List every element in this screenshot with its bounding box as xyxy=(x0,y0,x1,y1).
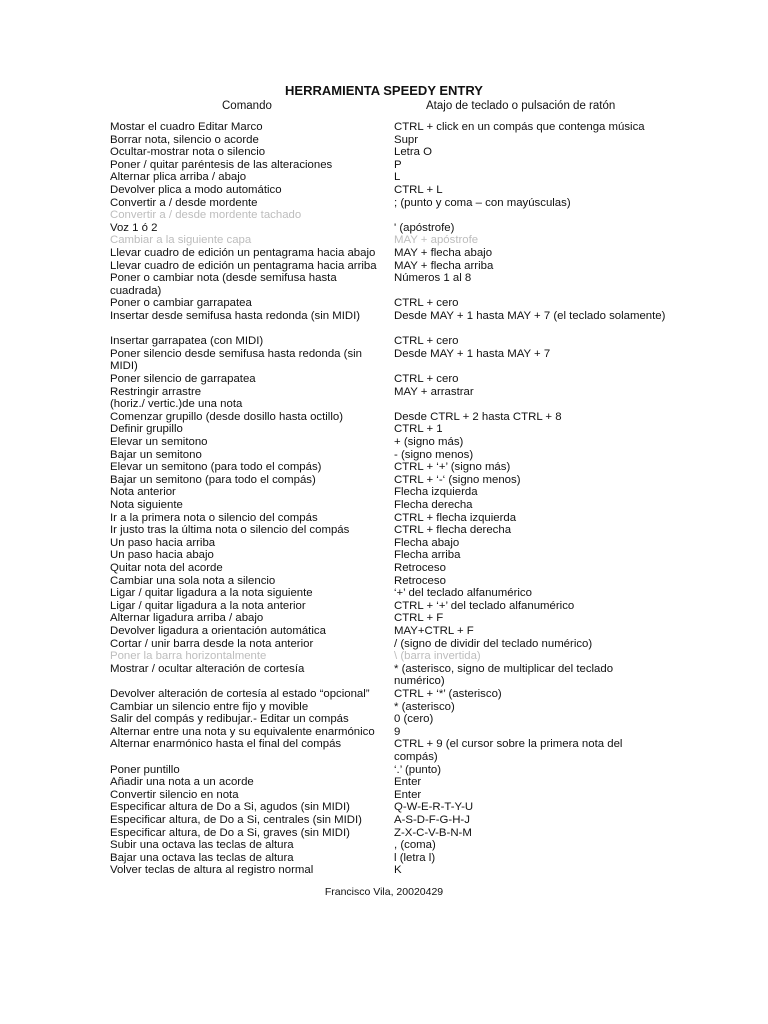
shortcut-cell: K xyxy=(394,864,402,877)
shortcut-cell: Enter xyxy=(394,776,422,789)
command-cell: Poner silencio de garrapatea xyxy=(110,373,256,385)
shortcut-cell: A-S-D-F-G-H-J xyxy=(394,814,470,826)
shortcut-cell: MAY+CTRL + F xyxy=(394,625,474,637)
shortcut-cell: ' (apóstrofe) xyxy=(394,221,455,234)
shortcut-cell: ‘.’ (punto) xyxy=(394,763,442,776)
column-header-shortcut: Atajo de teclado o pulsación de ratón xyxy=(426,100,616,112)
shortcut-cell: CTRL + ‘-‘ (signo menos) xyxy=(394,473,521,486)
command-cell: Alternar enarmónico hasta el final del compás xyxy=(110,738,342,751)
command-cell: Devolver alteración de cortesía al estado “opcional” xyxy=(110,688,370,700)
command-cell: Nota siguiente xyxy=(110,499,183,511)
command-cell: Elevar un semitono (para todo el compás) xyxy=(110,461,322,474)
command-cell: Añadir una nota a un acorde xyxy=(110,776,254,789)
shortcut-cell: CTRL + L xyxy=(394,184,443,196)
command-cell: Poner puntillo xyxy=(110,763,180,776)
command-cell: Ligar / quitar ligadura a la nota anterior xyxy=(110,599,306,612)
command-cell: Ligar / quitar ligadura a la nota siguiente xyxy=(110,587,313,600)
shortcut-cell: ‘+’ del teclado alfanumérico xyxy=(394,587,532,600)
shortcut-cell: + (signo más) xyxy=(394,436,464,448)
command-cell: Especificar altura, de Do a Si, centrales (sin MIDI) xyxy=(110,814,362,826)
command-cell: Ocultar-mostrar nota o silencio xyxy=(110,146,266,159)
command-cell: Llevar cuadro de edición un pentagrama hacia abajo xyxy=(110,247,376,259)
shortcut-cell: CTRL + ‘+’ del teclado alfanumérico xyxy=(394,599,575,612)
command-cell: Ir a la primera nota o silencio del compás xyxy=(110,511,318,524)
command-cell: Cambiar una sola nota a silencio xyxy=(110,574,276,587)
shortcut-cell: CTRL + 9 (el cursor sobre la primera nota del compás) xyxy=(394,738,623,763)
command-cell: Alternar plica arriba / abajo xyxy=(110,171,247,184)
shortcut-cell: Flecha derecha xyxy=(394,499,473,511)
shortcut-cell: Enter xyxy=(394,788,422,801)
command-cell: Poner o cambiar garrapatea xyxy=(110,297,252,310)
command-cell: Voz 1 ó 2 xyxy=(110,221,158,234)
shortcut-cell: \ (barra invertida) xyxy=(394,650,481,663)
shortcut-cell: l (letra l) xyxy=(394,851,436,864)
command-cell: Bajar una octava las teclas de altura xyxy=(110,851,294,864)
shortcut-cell: * (asterisco) xyxy=(394,700,455,713)
shortcut-cell: P xyxy=(394,158,402,171)
command-cell: Restringir arrastre (horiz./ vertic.)de una nota xyxy=(110,385,243,411)
command-cell: Devolver plica a modo automático xyxy=(110,184,282,196)
command-cell: Bajar un semitono (para todo el compás) xyxy=(110,473,316,486)
shortcut-cell: CTRL + 1 xyxy=(394,423,443,436)
command-cell: Elevar un semitono xyxy=(110,436,208,448)
command-cell: Subir una octava las teclas de altura xyxy=(110,839,294,852)
shortcut-cell: Q-W-E-R-T-Y-U xyxy=(394,801,474,814)
shortcut-cell: Retroceso xyxy=(394,562,446,574)
command-cell: Bajar un semitono xyxy=(110,448,202,461)
command-cell: Llevar cuadro de edición un pentagrama hacia arriba xyxy=(110,259,377,272)
command-cell: Especificar altura de Do a Si, agudos (sin MIDI) xyxy=(110,801,350,814)
shortcut-cell: - (signo menos) xyxy=(394,448,474,461)
command-cell: Convertir silencio en nota xyxy=(110,788,239,801)
command-cell: Insertar garrapatea (con MIDI) xyxy=(110,335,264,348)
document-title: HERRAMIENTA SPEEDY ENTRY xyxy=(285,83,483,98)
shortcut-cell: * (asterisco, signo de multiplicar del teclado numérico) xyxy=(394,662,614,688)
command-cell: Convertir a / desde mordente tachado xyxy=(110,209,302,222)
shortcut-cell: ; (punto y coma – con mayúsculas) xyxy=(394,196,571,209)
document-footer: Francisco Vila, 20020429 xyxy=(324,886,444,898)
shortcut-cell: CTRL + cero xyxy=(394,335,459,348)
command-cell: Cambiar a la siguiente capa xyxy=(110,234,252,247)
command-cell: Cambiar un silencio entre fijo y movible xyxy=(110,700,309,713)
shortcut-cell: CTRL + flecha izquierda xyxy=(394,511,517,524)
shortcut-cell: Flecha abajo xyxy=(394,536,460,549)
command-cell: Poner o cambiar nota (desde semifusa hasta cuadrada) xyxy=(110,272,337,297)
shortcut-cell: Desde MAY + 1 hasta MAY + 7 xyxy=(394,347,551,360)
shortcut-cell: CTRL + flecha derecha xyxy=(394,524,512,537)
shortcut-cell: Letra O xyxy=(394,146,432,159)
shortcut-cell: Z-X-C-V-B-N-M xyxy=(394,826,472,839)
command-cell: Alternar ligadura arriba / abajo xyxy=(110,612,264,625)
shortcut-cell: L xyxy=(394,171,401,184)
command-cell: Un paso hacia arriba xyxy=(110,536,216,549)
command-cell: Poner silencio desde semifusa hasta redonda (sin MIDI) xyxy=(110,347,363,373)
shortcut-cell: / (signo de dividir del teclado numérico) xyxy=(394,637,593,650)
command-cell: Poner la barra horizontalmente xyxy=(110,650,267,663)
shortcut-cell: Retroceso xyxy=(394,574,446,587)
command-cell: Mostar el cuadro Editar Marco xyxy=(110,121,263,133)
shortcut-cell: , (coma) xyxy=(394,839,436,852)
shortcut-cell: Desde CTRL + 2 hasta CTRL + 8 xyxy=(394,410,562,423)
shortcut-cell: 0 (cero) xyxy=(394,713,434,726)
command-cell: Un paso hacia abajo xyxy=(110,549,214,562)
command-cell: Volver teclas de altura al registro normal xyxy=(110,864,314,877)
command-cell: Mostrar / ocultar alteración de cortesía xyxy=(110,662,305,675)
shortcut-cell: CTRL + F xyxy=(394,612,444,625)
shortcut-cell: CTRL + ‘+’ (signo más) xyxy=(394,461,511,474)
command-cell: Alternar entre una nota y su equivalente enarmónico xyxy=(110,725,375,738)
shortcut-cell: Flecha izquierda xyxy=(394,486,478,499)
shortcut-cell: CTRL + click en un compás que contenga música xyxy=(394,121,645,133)
shortcut-cell: MAY + flecha arriba xyxy=(394,259,494,272)
command-cell: Poner / quitar paréntesis de las alteraciones xyxy=(110,158,333,171)
shortcut-cell: CTRL + cero xyxy=(394,297,459,310)
shortcut-cell: CTRL + cero xyxy=(394,373,459,385)
shortcut-cell: 9 xyxy=(394,725,401,738)
command-cell: Cortar / unir barra desde la nota anterior xyxy=(110,637,314,650)
shortcut-cell: Números 1 al 8 xyxy=(394,272,472,285)
shortcut-cell: Desde MAY + 1 hasta MAY + 7 (el teclado solamente) xyxy=(394,310,666,322)
command-cell: Especificar altura, de Do a Si, graves (sin MIDI) xyxy=(110,826,350,839)
command-cell: Salir del compás y redibujar.- Editar un compás xyxy=(110,713,349,726)
command-cell: Convertir a / desde mordente xyxy=(110,196,258,209)
command-cell: Comenzar grupillo (desde dosillo hasta octillo) xyxy=(110,410,343,423)
command-cell: Insertar desde semifusa hasta redonda (sin MIDI) xyxy=(110,310,361,322)
shortcut-cell: Flecha arriba xyxy=(394,549,461,562)
command-cell: Borrar nota, silencio o acorde xyxy=(110,133,259,146)
column-header-command: Comando xyxy=(222,100,272,112)
shortcut-cell: CTRL + ‘*’ (asterisco) xyxy=(394,688,502,700)
command-cell: Definir grupillo xyxy=(110,423,183,436)
shortcut-cell: MAY + arrastrar xyxy=(394,385,474,398)
shortcut-cell: MAY + flecha abajo xyxy=(394,247,493,259)
command-cell: Devolver ligadura a orientación automática xyxy=(110,625,326,637)
command-cell: Ir justo tras la última nota o silencio del compás xyxy=(110,524,350,537)
shortcut-cell: MAY + apóstrofe xyxy=(394,234,479,247)
shortcut-cell: Supr xyxy=(394,133,419,146)
command-cell: Nota anterior xyxy=(110,486,176,499)
command-cell: Quitar nota del acorde xyxy=(110,562,223,574)
